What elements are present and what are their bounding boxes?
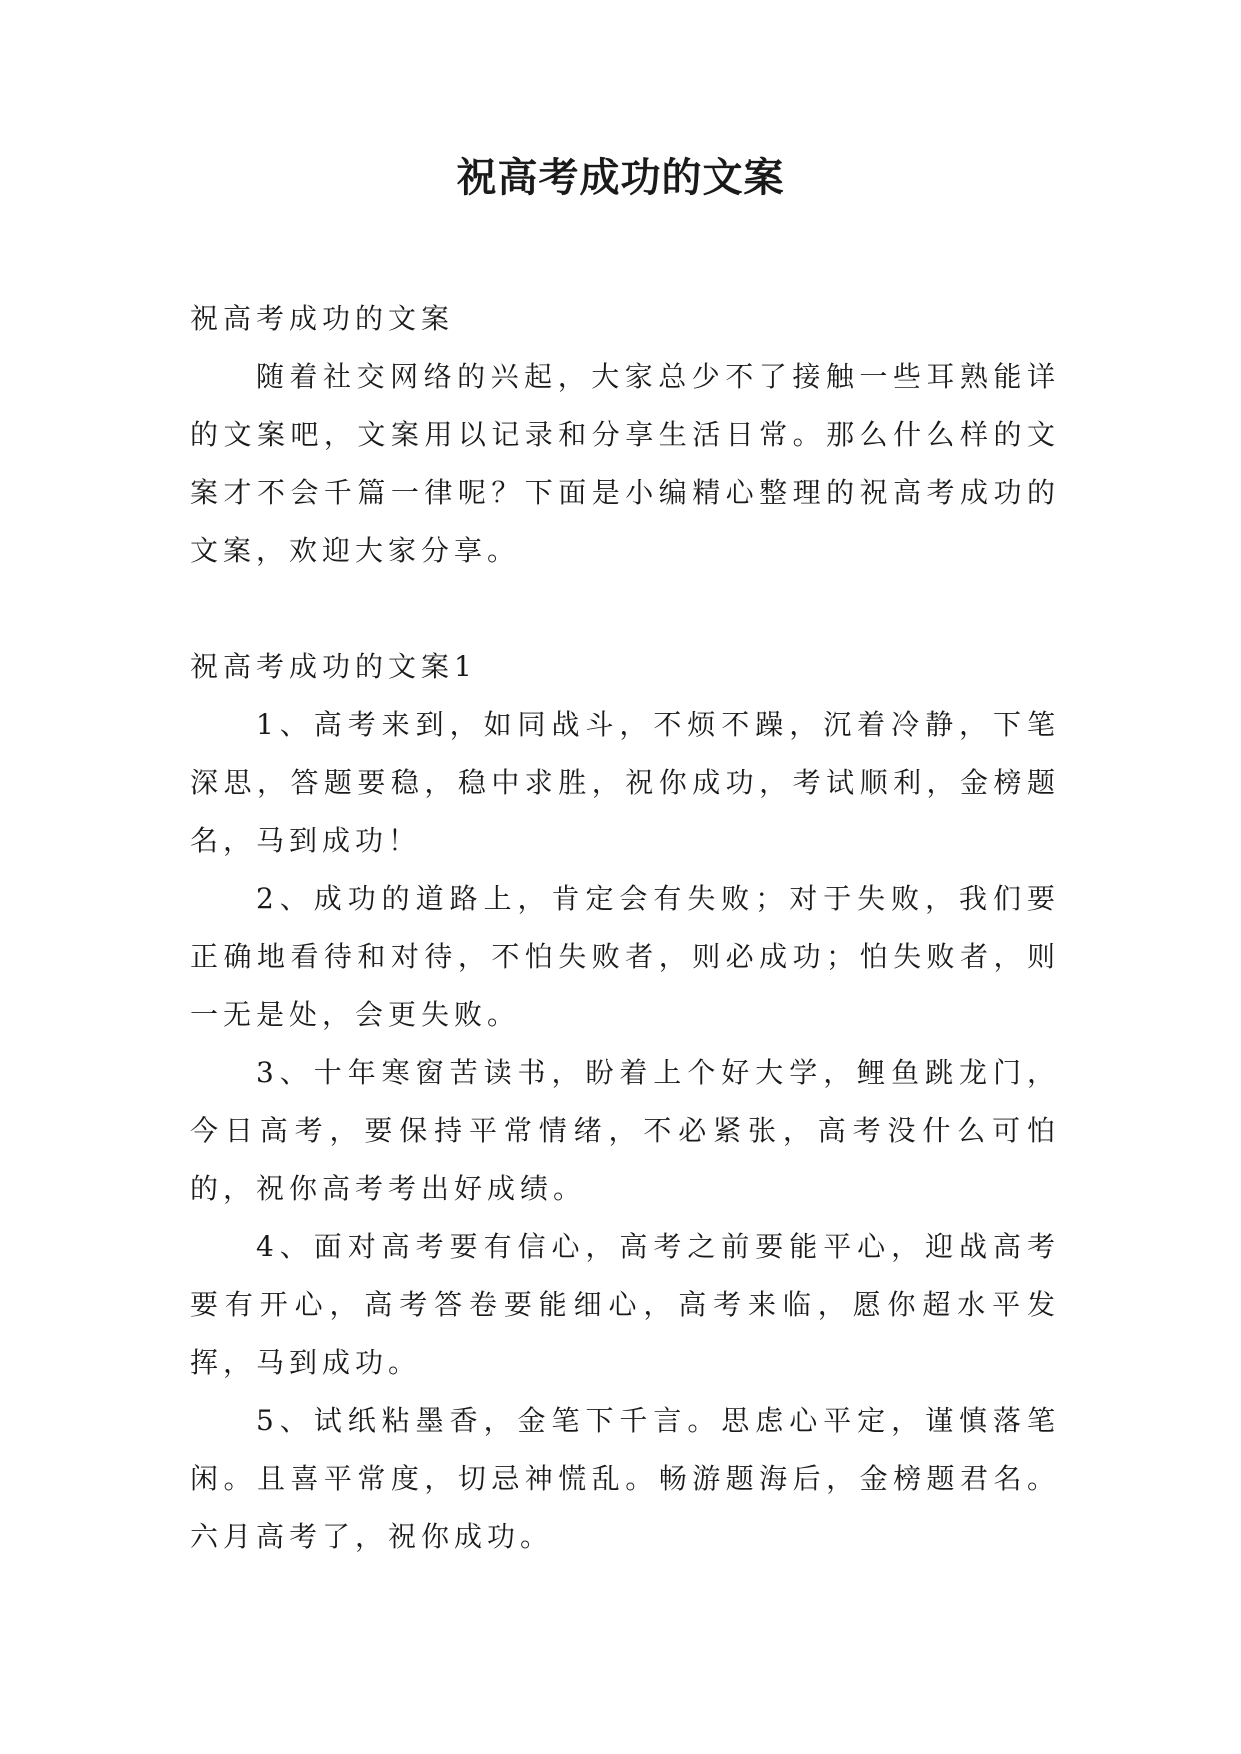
list-item: 5、试纸粘墨香，金笔下千言。思虑心平定，谨慎落笔闲。且喜平常度，切忌神慌乱。畅游题海后，金榜题君名。六月高考了，祝你成功。 [190,1404,1060,1553]
document-title: 祝高考成功的文案 [456,155,785,201]
list-item: 4、面对高考要有信心，高考之前要能平心，迎战高考要有开心，高考答卷要能细心，高考来临，愿你超水平发挥，马到成功。 [190,1230,1060,1379]
intro-paragraph: 随着社交网络的兴起，大家总少不了接触一些耳熟能详的文案吧，文案用以记录和分享生活日常。那么什么样的文案才不会千篇一律呢？下面是小编精心整理的祝高考成功的文案，欢迎大家分享。 [190,360,1060,567]
list-item: 1、高考来到，如同战斗，不烦不躁，沉着冷静，下笔深思，答题要稳，稳中求胜，祝你成功，考试顺利，金榜题名，马到成功！ [190,708,1060,857]
paragraph-spacer [190,580,1060,638]
document-subtitle: 祝高考成功的文案 [190,302,455,335]
list-item: 2、成功的道路上，肯定会有失败；对于失败，我们要正确地看待和对待，不怕失败者，则必成功；怕失败者，则一无是处，会更失败。 [190,882,1060,1031]
section-heading: 祝高考成功的文案1 [190,650,477,683]
document-body [190,290,1060,1566]
list-item: 3、十年寒窗苦读书，盼着上个好大学，鲤鱼跳龙门，今日高考，要保持平常情绪，不必紧张，高考没什么可怕的，祝你高考考出好成绩。 [190,1056,1060,1205]
